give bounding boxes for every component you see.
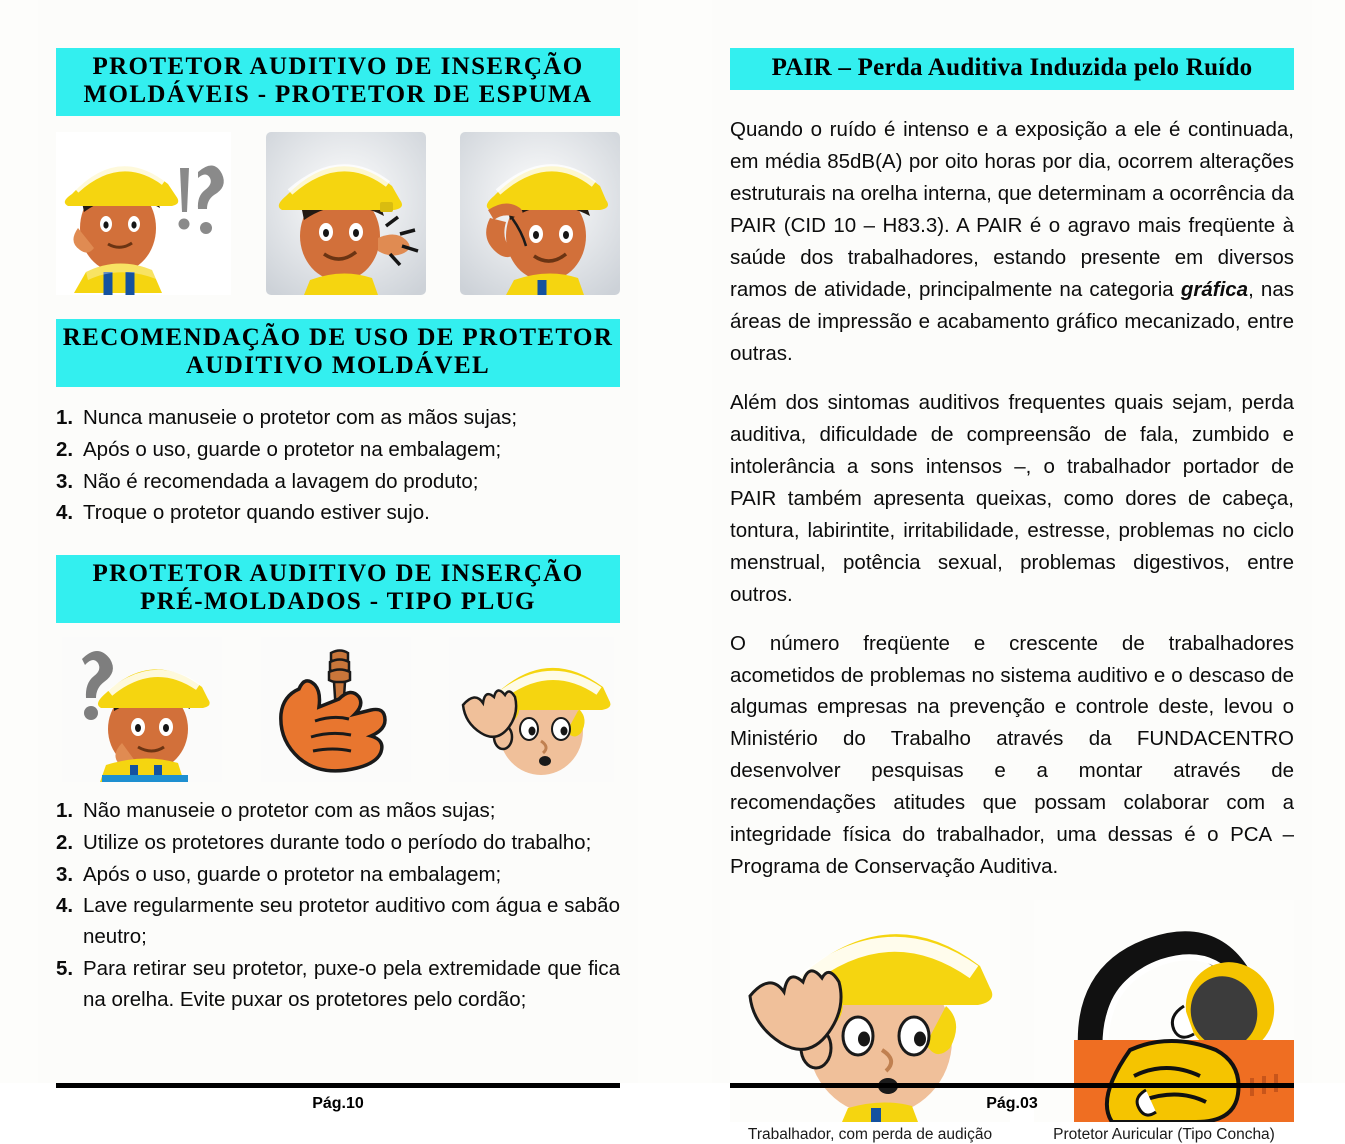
- section-heading-foam-protector: [56, 48, 620, 116]
- heading-line-1: PROTETOR AUDITIVO DE INSERÇÃO: [92, 53, 584, 80]
- list-item: [56, 828, 620, 859]
- list-item: [56, 435, 620, 466]
- figure-worker-confused-with-question-mark: [56, 132, 231, 295]
- list-item: [56, 467, 620, 498]
- figure-blond-worker-cupping-ear: [449, 637, 614, 782]
- list-item: [56, 796, 620, 827]
- paragraph-symptoms: Além dos sintomas auditivos frequentes quais sejam, perda auditiva, dificuldade de compreensão de fala, zumbido e intolerância a sons intensos –, o trabalhador portador de PAIR também apresenta queixas, como dores de cabeça, tontura, labirintite, irritabilidade, estresse, problemas no ciclo menstrual, potência sexual, problemas digestivos, entre outros.: [730, 390, 1294, 606]
- list-item: [56, 403, 620, 434]
- figure-caption: Protetor Auricular (Tipo Concha): [1053, 1126, 1275, 1144]
- list-item-number: 4.: [56, 894, 74, 918]
- right-page-footer: [730, 1083, 1294, 1113]
- left-page-column: [38, 0, 638, 1112]
- list-item-text: Troque o protetor quando estiver sujo.: [83, 501, 430, 525]
- list-item-number: 5.: [56, 956, 74, 980]
- page-number: Pág.10: [312, 1095, 364, 1112]
- paragraph-pair-definition: [730, 114, 1294, 370]
- figure-caption: Trabalhador, com perda de audição: [747, 1126, 993, 1144]
- heading-line-1: RECOMENDAÇÃO DE USO DE PROTETOR: [62, 324, 614, 351]
- paragraph-text-before: Quando o ruído é intenso e a exposição a ele é continuada, em média 85dB(A) por oito horas por dia, ocorrem alterações estruturais na orelha interna, que determinam a ocorrência da PAIR (CID 10 – H83.3). A PAIR é o agravo mais freqüente à saúde dos trabalhadores, estando presente em diversos ramos de atividade, principalmente na categoria: [730, 118, 1294, 301]
- figure-worker-thinking-question-mark: [62, 637, 222, 782]
- section-heading-recommendation-moldable: [56, 319, 620, 387]
- footer-rule: [56, 1083, 620, 1088]
- figure-worker-tapping-ear: [266, 132, 426, 295]
- list-item-number: 1.: [56, 406, 74, 429]
- recommendation-list-moldable: [56, 403, 620, 529]
- list-item-number: 3.: [56, 469, 74, 493]
- list-item-text: Nunca manuseie o protetor com as mãos sujas;: [83, 406, 518, 429]
- list-item-number: 1.: [56, 799, 74, 822]
- figure-hand-holding-premolded-plug: [261, 637, 411, 782]
- heading-text: PAIR – Perda Auditiva Induzida pelo Ruído: [771, 54, 1253, 81]
- list-item-number: 4.: [56, 501, 74, 525]
- list-item-number: 2.: [56, 437, 74, 461]
- figure-worker-inserting-foam-plug: [460, 132, 620, 295]
- section-heading-pair: [730, 48, 1294, 90]
- recommendation-list-premolded: [56, 796, 620, 1015]
- heading-line-2: PRÉ-MOLDADOS - TIPO PLUG: [140, 588, 536, 615]
- list-item: [56, 954, 620, 1016]
- figure-row-foam-protector: [56, 132, 620, 295]
- paragraph-text-after: , nas áreas de impressão e acabamento gráfico mecanizado, entre outras.: [730, 277, 1294, 365]
- footer-rule: [730, 1083, 1294, 1088]
- heading-line-2: MOLDÁVEIS - PROTETOR DE ESPUMA: [83, 81, 593, 108]
- list-item: [56, 498, 620, 529]
- paragraph-pca-program: O número freqüente e crescente de trabalhadores acometidos de problemas no sistema auditivo e o descaso de algumas empresas na prevenção e controle deste, levou o Ministério do Trabalho através da FUNDACENTRO desenvolver pesquisas e a montar através de recomendações atitudes que possam colaborar com a integridade física do trabalhador, uma dessas é o PCA – Programa de Conservação Auditiva.: [730, 631, 1294, 879]
- list-item-text: Lave regularmente seu protetor auditivo com água e sabão neutro;: [83, 894, 620, 948]
- right-page-column: [712, 0, 1312, 1144]
- list-item-number: 2.: [56, 830, 74, 854]
- list-item-text: Para retirar seu protetor, puxe-o pela extremidade que fica na orelha. Evite puxar os protetores pelo cordão;: [83, 956, 620, 1011]
- left-page-footer: [56, 1083, 620, 1113]
- list-item-text: Não é recomendada a lavagem do produto;: [83, 469, 479, 493]
- section-heading-premolded-plug: [56, 555, 620, 623]
- page-number: Pág.03: [986, 1095, 1038, 1112]
- figure-row-premolded-plug: [56, 637, 620, 782]
- list-item-number: 3.: [56, 862, 74, 886]
- heading-line-2: AUDITIVO MOLDÁVEL: [185, 352, 491, 379]
- list-item: [56, 891, 620, 953]
- list-item-text: Utilize os protetores durante todo o período do trabalho;: [83, 830, 592, 854]
- list-item-text: Após o uso, guarde o protetor na embalagem;: [83, 862, 502, 886]
- list-item-text: Após o uso, guarde o protetor na embalagem;: [83, 437, 502, 461]
- heading-line-1: PROTETOR AUDITIVO DE INSERÇÃO: [92, 560, 584, 587]
- list-item-text: Não manuseie o protetor com as mãos sujas;: [83, 799, 496, 822]
- emphasis-grafica: gráfica: [1180, 277, 1249, 301]
- list-item: [56, 860, 620, 891]
